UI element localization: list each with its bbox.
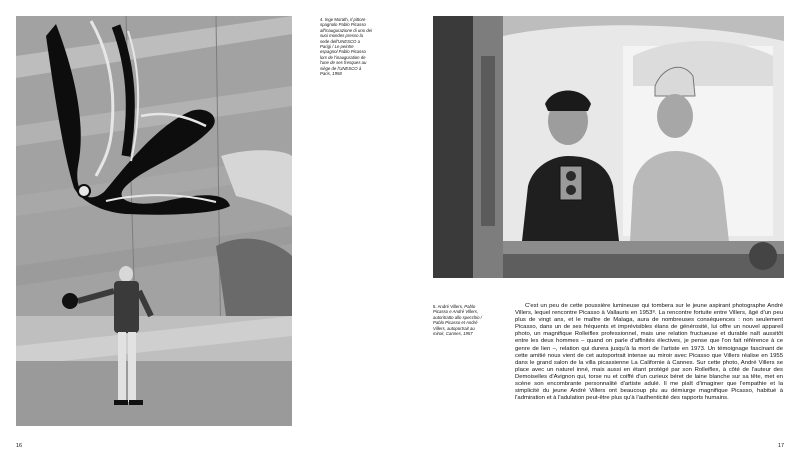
caption-place-date: à Paris, 1958 bbox=[320, 65, 362, 77]
page-number-left: 16 bbox=[16, 443, 23, 449]
caption-title: Pablo Picasso e André Villers, autoritratto allo specchio / Pablo Picasso et André Villers, autoportrait au miroir, bbox=[433, 304, 482, 337]
page-number-right: 17 bbox=[778, 443, 785, 449]
caption-photo-5 bbox=[433, 304, 483, 336]
photo-picasso-unesco-mural bbox=[16, 16, 292, 426]
caption-title: Il pittore spagnolo Pablo Picasso all'inaugurazione di uno dei suoi mondes presso la sede dell'UNESCO a Parigi / Le peintre espagnol Pablo Picasso lors de l'inauguration de l'une de ses fresques au siège de l'UNESCO bbox=[320, 17, 372, 71]
caption-number: 4. bbox=[320, 17, 324, 22]
caption-number: 5. bbox=[433, 304, 437, 309]
caption-credit: Inge Morath, bbox=[324, 17, 349, 22]
caption-place-date: Cannes, 1957 bbox=[445, 331, 473, 337]
mural-photo-illustration bbox=[16, 16, 292, 426]
photo-villers-picasso-mirror bbox=[433, 16, 784, 278]
body-paragraph: C'est un peu de cette poussière lumineuse qui tombera sur le jeune aspirant photographe André Villers, lequel rencontre Picasso à Vallauris en 1953⁸. La rencontre fortuite entre Villers, âgé d'un peu plus de vingt ans, et le maître de Malaga, aura de nombreuses conséquences : non seulement Picasso, dans un de ses fréquents et imprévisibles élans de générosité, lui offre un nouvel appareil photo, un magnifique Rolleiflex professionnel, mais une relation fructueuse et durable naît aussitôt entre les deux hommes – quand on parle d'affinités électives, je pense que l'on fait référence à ce genre de lien –, relation qui durera jusqu'à la mort de l'artiste en 1973. Un témoignage fascinant de cette amitié nous vient de cet autoportrait intense au miroir avec Picasso que Villers réalise en 1955 dans le grand salon de la villa picassienne La Californie à Cannes. Sur cette photo, André Villers se place avec un naturel inné, mais aussi en étant protégé par son Rolleiflex, à côté de l'auteur des Demoiselles d'Avignon qui, torse nu et coiffé d'un curieux béret de laine blanche sur sa tête, met en scène son encombrante personnalité d'artiste adulé. Il me plaît d'imaginer que l'empathie et la simplicité du jeune André Villers ont beaucoup plu au démiurge magnifique Picasso, habitué à l'admiration et à l'adulation peut-être plus qu'à l'authenticité des rapports humains. bbox=[515, 303, 783, 402]
caption-photo-4 bbox=[320, 17, 372, 76]
mirror-photo-illustration bbox=[433, 16, 784, 278]
caption-credit: André Villers, bbox=[437, 304, 464, 309]
